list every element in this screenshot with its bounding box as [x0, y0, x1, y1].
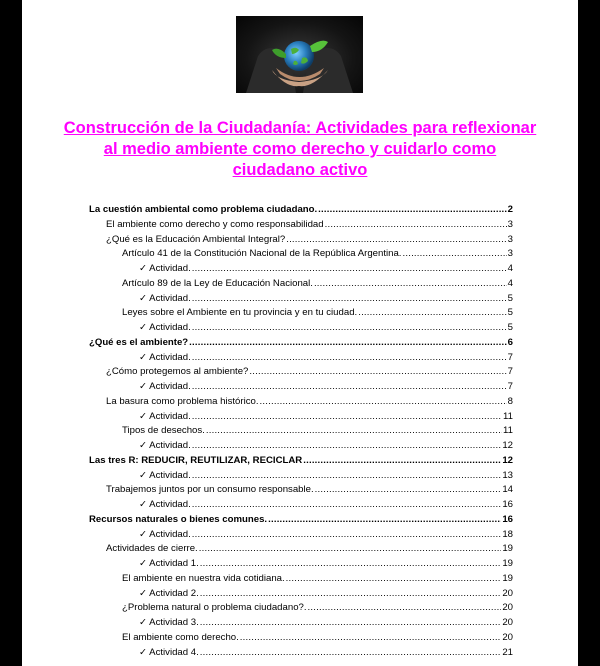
toc-entry-page: 6 — [507, 336, 513, 348]
toc-entry-page: 19 — [502, 558, 513, 569]
toc-entry-label: ✓ Actividad. — [139, 410, 191, 422]
toc-entry[interactable] — [89, 440, 513, 455]
toc-entry-page: 16 — [502, 499, 513, 510]
toc-dot-leader — [308, 602, 502, 613]
toc-dot-leader — [192, 322, 507, 333]
toc-entry[interactable] — [89, 499, 513, 514]
toc-entry-label: ✓ Actividad. — [139, 440, 191, 451]
toc-dot-leader — [314, 278, 507, 289]
toc-dot-leader — [192, 293, 507, 304]
page-title: Construcción de la Ciudadanía: Actividades para reflexionar al medio ambiente como derecho y cuidarlo como ciudadano activo — [63, 119, 537, 179]
toc-entry-page: 18 — [502, 528, 513, 540]
toc-dot-leader — [286, 573, 502, 584]
toc-entry[interactable] — [89, 263, 513, 278]
toc-dot-leader — [318, 204, 506, 215]
toc-entry[interactable] — [89, 529, 513, 544]
toc-entry-page: 3 — [507, 218, 513, 230]
toc-entry-page: 5 — [507, 292, 513, 304]
toc-dot-leader — [206, 425, 502, 436]
toc-entry-label: ✓ Actividad. — [139, 351, 191, 363]
toc-entry-label: ✓ Actividad. — [139, 322, 191, 333]
toc-entry-page: 11 — [503, 425, 513, 437]
toc-entry-page: 14 — [502, 484, 513, 496]
toc-entry-page: 4 — [507, 263, 513, 274]
toc-dot-leader — [358, 307, 506, 318]
toc-entry[interactable] — [89, 307, 513, 322]
toc-entry-page: 19 — [502, 572, 513, 584]
toc-entry-label: Tipos de desechos. — [122, 425, 205, 437]
hands-holding-earth-icon — [236, 16, 363, 93]
toc-entry[interactable] — [89, 248, 513, 263]
toc-dot-leader — [249, 366, 506, 377]
toc-entry[interactable] — [89, 588, 513, 603]
toc-entry-page: 3 — [507, 248, 513, 260]
toc-entry-page: 16 — [502, 513, 513, 525]
toc-entry-label: ✓ Actividad. — [139, 263, 191, 274]
toc-dot-leader — [200, 558, 502, 569]
toc-entry-page: 7 — [507, 351, 513, 363]
toc-entry-label: Las tres R: REDUCIR, REUTILIZAR, RECICLAR — [89, 454, 303, 466]
toc-entry[interactable] — [89, 352, 513, 367]
toc-entry-label: ¿Cómo protegemos al ambiente? — [106, 366, 249, 378]
toc-entry-label: La cuestión ambiental como problema ciudadano. — [89, 204, 318, 215]
toc-entry-page: 5 — [507, 322, 513, 333]
toc-entry[interactable] — [89, 617, 513, 632]
toc-dot-leader — [192, 352, 507, 363]
toc-dot-leader — [240, 632, 502, 643]
table-of-contents — [89, 204, 513, 661]
toc-entry[interactable] — [89, 234, 513, 249]
toc-dot-leader — [189, 337, 506, 348]
document-page — [22, 0, 578, 666]
toc-dot-leader — [192, 263, 507, 274]
toc-entry-label: ✓ Actividad 1. — [139, 558, 199, 569]
toc-entry-label: ¿Problema natural o problema ciudadano?. — [122, 602, 307, 614]
toc-dot-leader — [303, 455, 501, 466]
toc-entry[interactable] — [89, 573, 513, 588]
toc-entry-label: ¿Qué es el ambiente? — [89, 336, 189, 348]
toc-entry[interactable] — [89, 543, 513, 558]
toc-entry[interactable] — [89, 514, 513, 529]
toc-entry-page: 19 — [502, 543, 513, 555]
toc-entry-page: 20 — [502, 617, 513, 628]
toc-entry-label: ✓ Actividad. — [139, 469, 191, 481]
toc-dot-leader — [315, 484, 502, 495]
toc-entry-page: 11 — [503, 410, 513, 422]
toc-entry[interactable] — [89, 366, 513, 381]
toc-entry[interactable] — [89, 278, 513, 293]
toc-entry[interactable] — [89, 558, 513, 573]
toc-dot-leader — [192, 440, 502, 451]
toc-entry-page: 7 — [507, 381, 513, 392]
toc-entry-page: 21 — [502, 646, 513, 658]
toc-entry-label: ✓ Actividad 3. — [139, 617, 199, 628]
toc-entry-page: 20 — [502, 631, 513, 643]
toc-entry-label: ¿Qué es la Educación Ambiental Integral? — [106, 233, 286, 245]
toc-dot-leader — [192, 499, 502, 510]
toc-entry-label: ✓ Actividad. — [139, 528, 191, 540]
toc-dot-leader — [200, 617, 502, 628]
toc-entry-page: 12 — [502, 440, 513, 451]
toc-entry-label: ✓ Actividad 2. — [139, 587, 199, 599]
toc-entry[interactable] — [89, 632, 513, 647]
toc-dot-leader — [268, 514, 501, 525]
toc-dot-leader — [402, 248, 506, 259]
toc-entry-page: 3 — [507, 233, 513, 245]
toc-entry-page: 7 — [507, 366, 513, 378]
toc-entry-label: Actividades de cierre. — [106, 543, 198, 555]
toc-entry-label: Artículo 41 de la Constitución Nacional de la República Argentina. — [122, 248, 402, 260]
toc-dot-leader — [325, 219, 507, 230]
toc-dot-leader — [192, 470, 502, 481]
toc-dot-leader — [200, 588, 502, 599]
toc-entry[interactable] — [89, 293, 513, 308]
toc-entry[interactable] — [89, 411, 513, 426]
toc-entry-page: 13 — [502, 469, 513, 481]
toc-entry[interactable] — [89, 219, 513, 234]
toc-entry[interactable] — [89, 337, 513, 352]
toc-entry-page: 2 — [507, 204, 513, 215]
toc-entry-label: ✓ Actividad 4. — [139, 646, 199, 658]
toc-entry[interactable] — [89, 602, 513, 617]
toc-entry[interactable] — [89, 204, 513, 219]
toc-entry-page: 20 — [502, 587, 513, 599]
toc-dot-leader — [199, 543, 502, 554]
toc-entry[interactable] — [89, 322, 513, 337]
toc-entry-page: 4 — [507, 277, 513, 289]
toc-entry-label: Trabajemos juntos por un consumo responsable. — [106, 484, 314, 496]
toc-entry-label: La basura como problema histórico. — [106, 395, 259, 407]
toc-entry-label: Recursos naturales o bienes comunes. — [89, 513, 268, 525]
toc-entry-page: 5 — [507, 307, 513, 319]
toc-entry-label: ✓ Actividad. — [139, 381, 191, 392]
toc-entry[interactable] — [89, 470, 513, 485]
toc-entry[interactable] — [89, 381, 513, 396]
toc-entry-page: 20 — [502, 602, 513, 614]
toc-dot-leader — [192, 529, 502, 540]
toc-entry-label: El ambiente como derecho y como responsabilidad — [106, 218, 324, 230]
toc-entry[interactable] — [89, 647, 513, 662]
toc-entry-label: El ambiente como derecho. — [122, 631, 239, 643]
toc-entry[interactable] — [89, 484, 513, 499]
toc-entry[interactable] — [89, 425, 513, 440]
toc-entry-label: Artículo 89 de la Ley de Educación Nacional. — [122, 277, 313, 289]
toc-dot-leader — [192, 381, 507, 392]
toc-dot-leader — [200, 647, 502, 658]
toc-dot-leader — [260, 396, 507, 407]
toc-entry[interactable] — [89, 396, 513, 411]
toc-entry-label: ✓ Actividad. — [139, 292, 191, 304]
toc-entry-label: Leyes sobre el Ambiente en tu provincia y en tu ciudad. — [122, 307, 358, 319]
toc-entry-label: El ambiente en nuestra vida cotidiana. — [122, 572, 285, 584]
toc-entry-page: 12 — [502, 454, 513, 466]
toc-dot-leader — [286, 234, 506, 245]
toc-entry-label: ✓ Actividad. — [139, 499, 191, 510]
toc-dot-leader — [192, 411, 502, 422]
toc-entry[interactable] — [89, 455, 513, 470]
toc-entry-page: 8 — [507, 395, 513, 407]
